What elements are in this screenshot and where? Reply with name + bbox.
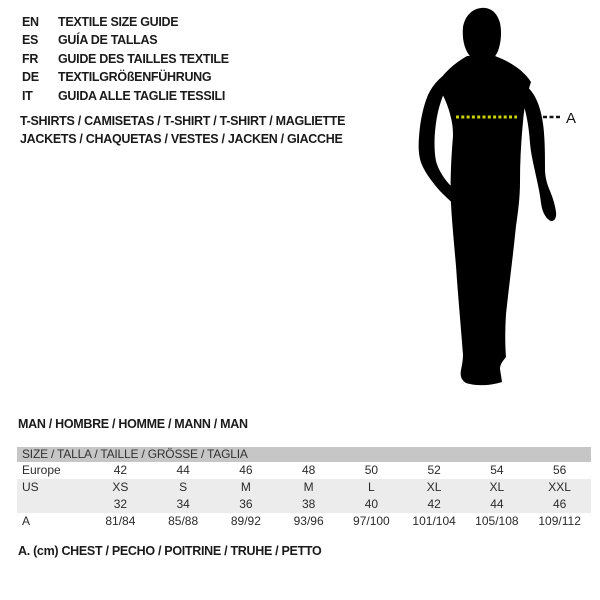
size-cell: M bbox=[240, 480, 251, 494]
category-line-jackets: JACKETS / CHAQUETAS / VESTES / JACKEN / GIACCHE bbox=[20, 132, 343, 146]
language-code: IT bbox=[22, 88, 33, 103]
measure-label-a: A bbox=[566, 110, 577, 127]
table-row-us bbox=[17, 479, 591, 496]
size-cell: 97/100 bbox=[353, 514, 390, 528]
language-list bbox=[22, 13, 229, 105]
size-cell: 42 bbox=[427, 497, 441, 511]
language-label: GUIDA ALLE TAGLIE TESSILI bbox=[58, 88, 226, 103]
size-cell: 42 bbox=[113, 463, 128, 477]
size-cell: 34 bbox=[176, 497, 190, 511]
size-cell: 44 bbox=[490, 497, 504, 511]
size-cell: XS bbox=[112, 480, 129, 494]
size-cell: 54 bbox=[490, 463, 504, 477]
language-row-de bbox=[22, 68, 229, 86]
language-label: TEXTILGRÖßENFÜHRUNG bbox=[58, 70, 212, 85]
language-code: ES bbox=[22, 33, 39, 48]
size-cell: XL bbox=[426, 480, 442, 494]
size-cell: XXL bbox=[548, 480, 571, 494]
language-row-es bbox=[22, 31, 229, 49]
size-cell: L bbox=[368, 480, 375, 494]
language-label: TEXTILE SIZE GUIDE bbox=[58, 15, 179, 29]
size-cell: 50 bbox=[364, 463, 379, 477]
size-cell: 38 bbox=[301, 497, 316, 511]
category-list bbox=[20, 112, 345, 148]
size-cell: 101/104 bbox=[412, 514, 456, 528]
language-label: GUÍA DE TALLAS bbox=[58, 33, 158, 48]
row-label: A bbox=[22, 514, 31, 528]
measurement-legend: A. (cm) CHEST / PECHO / POITRINE / TRUHE / PETTO bbox=[18, 544, 322, 558]
size-table-header: SIZE / TALLA / TAILLE / GRÖSSE / TAGLIA bbox=[17, 447, 591, 462]
size-cell: 89/92 bbox=[230, 514, 261, 528]
row-label bbox=[17, 496, 89, 513]
language-code: EN bbox=[22, 15, 39, 29]
size-cell: 46 bbox=[552, 497, 567, 511]
language-code: DE bbox=[22, 70, 39, 85]
size-cell: 32 bbox=[113, 497, 128, 511]
row-label: US bbox=[22, 480, 39, 494]
size-cell: 109/112 bbox=[538, 514, 581, 528]
language-code: FR bbox=[22, 51, 39, 66]
size-cell: 48 bbox=[301, 463, 316, 477]
language-label: GUIDE DES TAILLES TEXTILE bbox=[58, 51, 229, 66]
table-row-numeric bbox=[17, 496, 591, 513]
size-cell: M bbox=[303, 480, 314, 494]
size-cell: 105/108 bbox=[475, 514, 519, 528]
size-cell: 85/88 bbox=[168, 514, 199, 528]
language-row-en bbox=[22, 13, 229, 31]
row-label: Europe bbox=[22, 463, 61, 477]
silhouette-torso-legs bbox=[436, 56, 531, 385]
language-row-it bbox=[22, 87, 229, 105]
size-cell: 52 bbox=[427, 463, 441, 477]
size-cell: XL bbox=[489, 480, 505, 494]
size-table bbox=[17, 447, 591, 530]
category-line-tshirts: T-SHIRTS / CAMISETAS / T-SHIRT / T-SHIRT / MAGLIETTE bbox=[20, 114, 346, 128]
size-cell: S bbox=[179, 480, 188, 494]
size-cell: 36 bbox=[239, 497, 253, 511]
man-silhouette-figure bbox=[405, 0, 600, 400]
size-cell: 93/96 bbox=[293, 514, 324, 528]
table-row-chest-a bbox=[17, 513, 591, 530]
size-cell: 40 bbox=[364, 497, 379, 511]
size-cell: 44 bbox=[176, 463, 190, 477]
size-cell: 81/84 bbox=[105, 514, 136, 528]
language-row-fr bbox=[22, 50, 229, 68]
section-title-man: MAN / HOMBRE / HOMME / MANN / MAN bbox=[18, 417, 248, 431]
size-cell: 56 bbox=[552, 463, 567, 477]
silhouette-head bbox=[463, 8, 501, 63]
table-row-europe bbox=[17, 462, 591, 479]
size-cell: 46 bbox=[239, 463, 253, 477]
